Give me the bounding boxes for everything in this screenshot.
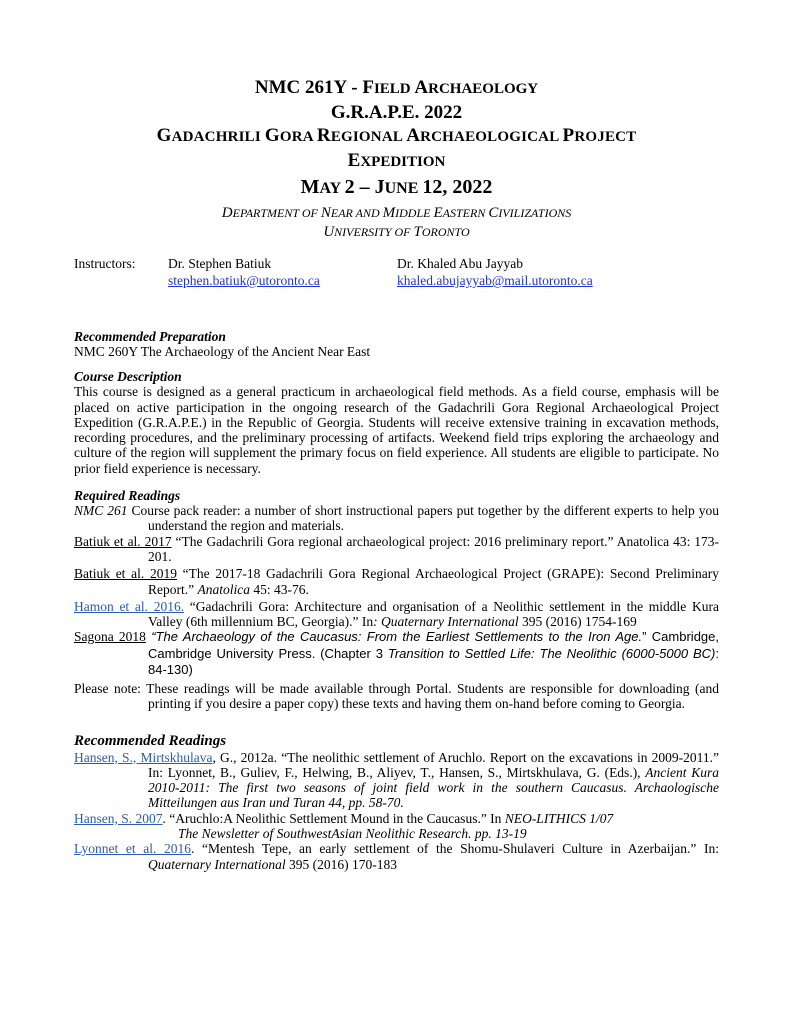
- university: [74, 223, 719, 242]
- dept-cap: C: [488, 205, 499, 221]
- reading-text: 45: 43-76.: [250, 581, 309, 597]
- title-cap: E: [347, 150, 361, 171]
- title-rest: XPEDITION: [360, 154, 446, 170]
- reading-text: 395 (2016) 1754-169: [518, 614, 637, 630]
- project-acronym: G.R.A.P.E. 2022: [330, 102, 463, 123]
- title-rest: ROJECT: [574, 129, 637, 145]
- reading-lead: NMC 261: [74, 503, 128, 519]
- title-cap: A: [406, 125, 421, 146]
- title-cap: G: [264, 125, 280, 146]
- readings-note: Please note: These readings will be made available through Portal. Students are responsible for downloading (and printing if you desire a paper copy) these texts and having them on-hand before coming to Georgia.: [74, 680, 719, 712]
- instructor-b: [397, 255, 593, 289]
- reading-text: : 84-130): [148, 645, 719, 678]
- reading-lead[interactable]: Batiuk et al. 2019: [74, 566, 177, 582]
- instructor-b-email-link[interactable]: khaled.abujayyab@mail.utoronto.ca: [397, 273, 593, 288]
- dept-cap: T: [413, 224, 422, 240]
- course-code: NMC 261Y -: [254, 77, 363, 98]
- reading-text: Course pack reader: a number of short instructional papers put together by the different experts to help you understand the region and materials.: [127, 503, 719, 534]
- reading-journal: Anatolica: [197, 581, 250, 597]
- reading-journal: NEO-LITHICS 1/07: [504, 810, 614, 826]
- title-rest: EGIONAL: [330, 129, 407, 145]
- title-cap: R: [316, 125, 331, 146]
- reading-sagona-2018: [74, 629, 719, 679]
- dept-cap: U: [323, 224, 335, 240]
- dept-rest: EPARTMENT OF: [232, 206, 321, 220]
- title-cap: A: [414, 77, 429, 98]
- reading-journal: Ancient Kura 2010-2011: The first two seasons of joint field work in the southern Caucasus. Archaologische Mitteilungen aus Iran und Turan 44, pp. 58-70.: [148, 764, 719, 811]
- reading-text: . “Aruchlo:A Neolithic Settlement Mound in the Caucasus.” In: [162, 810, 505, 826]
- recommended-heading: Recommended Readings: [74, 732, 227, 749]
- dept-rest: IVILIZATIONS: [498, 206, 572, 220]
- instructor-b-name: Dr. Khaled Abu Jayyab: [397, 256, 523, 271]
- dept-cap: D: [221, 205, 233, 221]
- dept-cap: N: [320, 205, 331, 221]
- department: [74, 204, 719, 223]
- required-heading: Required Readings: [74, 488, 181, 504]
- project-name: [74, 124, 719, 149]
- reading-batiuk-2019: [74, 566, 719, 597]
- reading-link[interactable]: Lyonnet et al. 2016: [74, 841, 192, 857]
- reading-link[interactable]: Hansen, S., Mirtskhulava: [74, 749, 213, 765]
- title-cap: F: [362, 77, 374, 98]
- rec-reading-lyonnet-2016: [74, 841, 719, 872]
- course-dates: [74, 174, 719, 202]
- rec-reading-hansen-2007: [74, 811, 719, 826]
- title-rest: UNE: [384, 180, 423, 197]
- reading-hamon-2016: [74, 599, 719, 630]
- reading-text: “Gadachrili Gora: Architecture and organisation of a Neolithic settlement in the middle Kura Valley (6th millennium BC, Georgia).” In: [148, 598, 719, 630]
- instructor-a: [168, 255, 320, 289]
- reading-text: 395 (2016) 170-183: [285, 856, 397, 872]
- dept-rest: EAR AND: [330, 206, 383, 220]
- document-page: [74, 74, 719, 872]
- dept-rest: IDDLE: [395, 206, 434, 220]
- reading-link[interactable]: Hansen, S. 2007: [74, 810, 163, 826]
- reading-text: ” Cambridge, Cambridge University Press. (Chapter 3: [148, 629, 719, 661]
- reading-journal: : Quaternary International: [373, 614, 519, 630]
- title-rest: IELD: [373, 81, 415, 97]
- prep-heading: Recommended Preparation: [74, 329, 226, 344]
- reading-chapter: Transition to Settled Life: The Neolithic (6000-5000 BC): [387, 645, 716, 661]
- title-rest: 2 –: [344, 176, 375, 198]
- reading-lead[interactable]: Batiuk et al. 2017: [74, 533, 172, 549]
- rec-reading-hansen-2012: [74, 750, 719, 811]
- dept-rest: ORONTO: [421, 225, 470, 239]
- course-title: [74, 76, 719, 101]
- reading-text: . “Mentesh Tepe, an early settlement of the Shomu-Shulaveri Culture in Azerbaijan.” In:: [191, 841, 719, 857]
- dept-rest: NIVERSITY OF: [334, 225, 414, 239]
- title-cap: M: [300, 176, 320, 198]
- title-cap: P: [562, 125, 575, 146]
- title-rest: 12, 2022: [422, 176, 493, 198]
- title-rest: RCHAEOLOGICAL: [420, 129, 563, 145]
- instructor-a-email-link[interactable]: stephen.batiuk@utoronto.ca: [168, 273, 320, 288]
- title-cap: G: [156, 125, 172, 146]
- reading-batiuk-2017: [74, 534, 719, 565]
- description-text: This course is designed as a general practicum in archaeological field methods. As a field course, emphasis will be placed on active participation in the ongoing research of the Gadachrili Gora Regional Archaeological Project Expedition (G.R.A.P.E.) in the Republic of Georgia. Students will receive extensive training in excavation methods, recording procedures, and the preliminary processing of artifacts. Weekend field trips exploring the archaeology and culture of the region will supplement the primary focus on field experience. All students are eligible to participate. No prior field experience is necessary.: [74, 384, 719, 476]
- dept-rest: ASTERN: [442, 206, 489, 220]
- prep-text: NMC 260Y The Archaeology of the Ancient Near East: [74, 344, 371, 359]
- dept-cap: E: [433, 205, 443, 221]
- title-rest: ADACHRILI: [171, 129, 265, 145]
- title-rest: ORA: [279, 129, 317, 145]
- description-heading: Course Description: [74, 369, 182, 385]
- reading-link[interactable]: Hamon et al. 2016.: [74, 598, 185, 614]
- title-rest: RCHAEOLOGY: [428, 81, 539, 97]
- project-expedition: [74, 149, 719, 174]
- dept-cap: M: [382, 205, 396, 221]
- title-block: [74, 76, 719, 202]
- reading-text: , G., 2012a. “The neolithic settlement of Aruchlo. Report on the excavations in 2009-2011.” In: Lyonnet, B., Guliev, F., Helwing, B., Aliyev, T., Hansen, S., Mirtskhulava, G. (Eds.),: [148, 749, 719, 780]
- title-cap: J: [374, 176, 385, 198]
- reading-text: “The 2017-18 Gadachrili Gora Regional Archaeological Project (GRAPE): Second Preliminary Report.”: [148, 566, 720, 597]
- reading-journal: Quaternary International: [148, 856, 286, 872]
- reading-lead[interactable]: Sagona 2018: [74, 629, 146, 645]
- reading-text: “The Gadachrili Gora regional archaeological project: 2016 preliminary report.” Anatolica 43: 173-201.: [148, 533, 719, 564]
- instructors: [74, 255, 719, 295]
- instructor-a-name: Dr. Stephen Batiuk: [168, 256, 272, 271]
- instructors-label: Instructors:: [74, 256, 136, 271]
- title-rest: AY: [319, 180, 345, 197]
- rec-reading-hansen-2007-cont: The Newsletter of SouthwestAsian Neolithic Research. pp. 13-19: [178, 826, 527, 842]
- reading-nmc261: [74, 503, 719, 534]
- reading-title: “The Archaeology of the Caucasus: From the Earliest Settlements to the Iron Age.: [145, 629, 643, 645]
